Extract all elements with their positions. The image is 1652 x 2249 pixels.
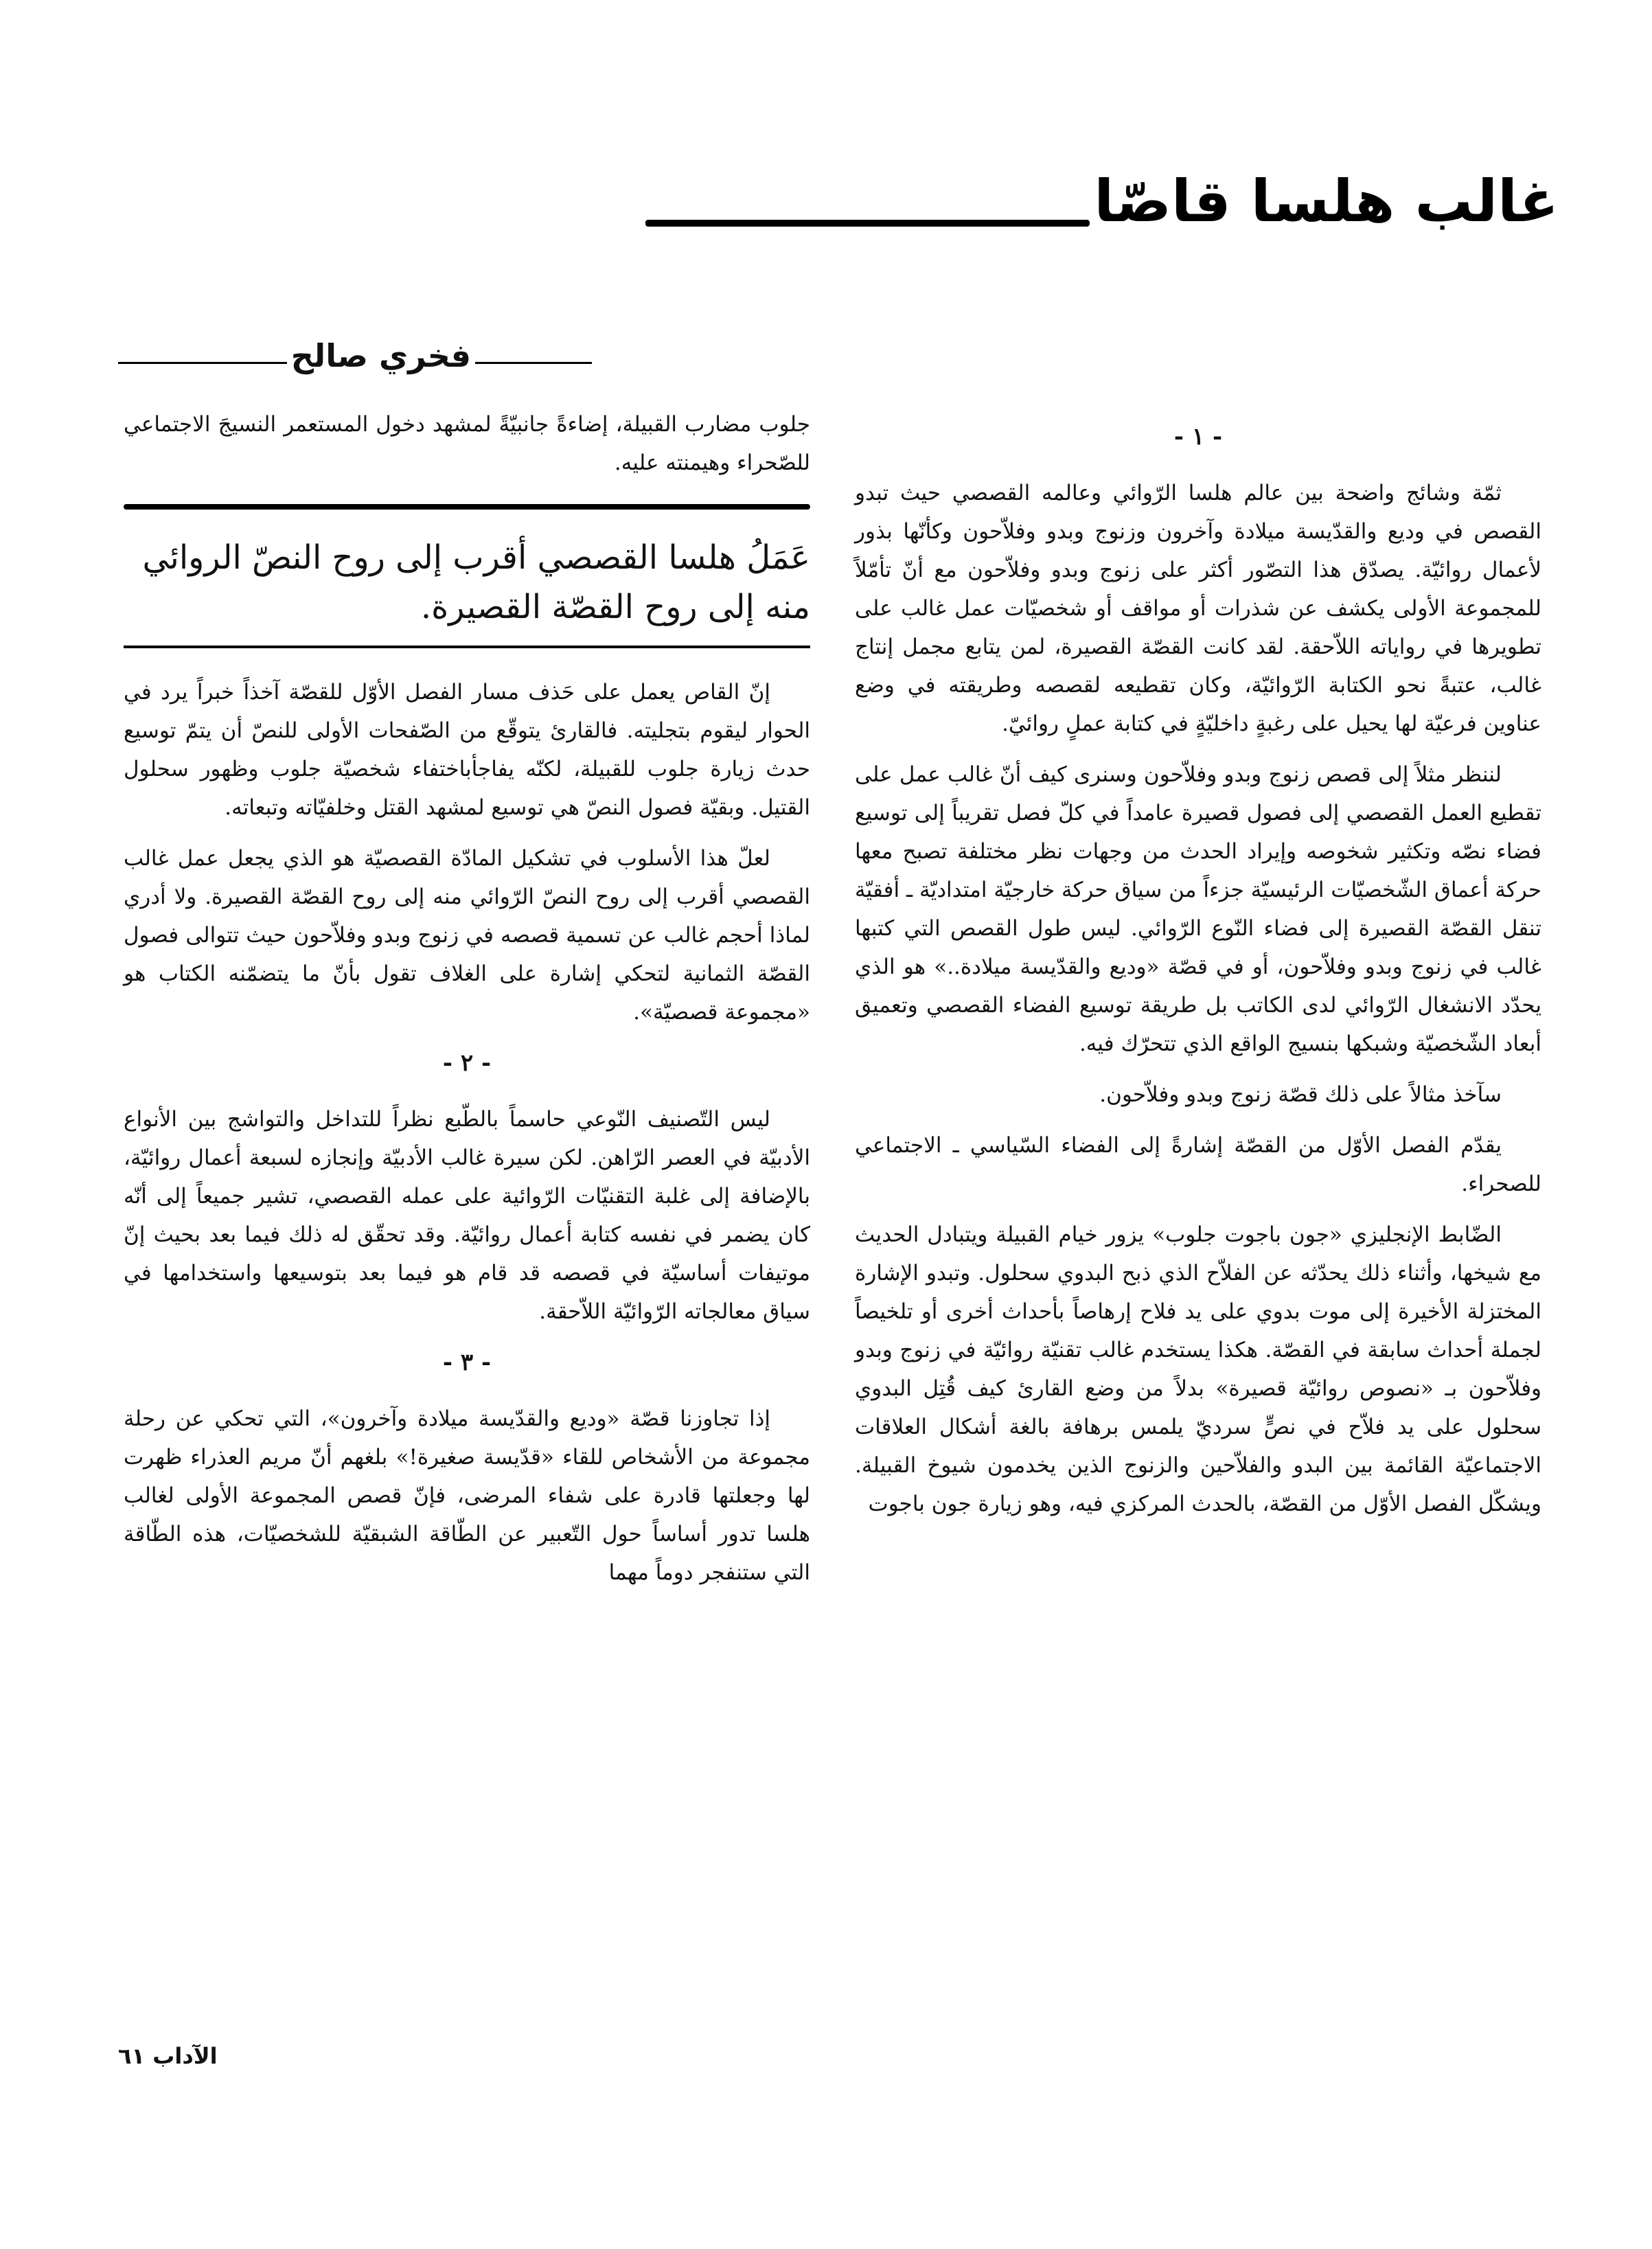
pull-quote-bottom-rule (124, 646, 810, 648)
author-bar (118, 335, 592, 376)
pull-quote-top-rule (124, 504, 810, 510)
author-name: فخري صالح (290, 337, 471, 374)
article-title-bar (645, 157, 1559, 235)
paragraph: لننظر مثلاً إلى قصص زنوج وبدو وفلاّحون وسنرى كيف أنّ غالب عمل على تقطيع العمل القصصي إلى فصول قصيرة عامداً في كلّ فصل تقريباً إلى توسيع فضاء نصّه وتكثير شخوصه وإيراد الحدث من وجهات نظر مختلفة تصبح معها حركة أعماق الشّخصيّات الرئيسيّة جزءاً من سياق حركة خارجيّة امتداديّة ـ أفقيّة تنقل القصّة القصيرة إلى فضاء النّوع الرّوائي. ليس طول القصص التي كتبها غالب في زنوج وبدو وفلاّحون، أو في قصّة «وديع والقدّيسة ميلادة..» هو الذي يحدّد الانشغال الرّوائي لدى الكاتب بل طريقة توسيع الفضاء القصصي وتعميق أبعاد الشّخصيّة وشبكها بنسيج الواقع الذي تتحرّك فيه. (855, 762, 1541, 1056)
pull-quote-block (124, 504, 810, 648)
right-column (855, 405, 1541, 1536)
paragraph: يقدّم الفصل الأوّل من القصّة إشارةً إلى الفضاء السّياسي ـ الاجتماعي للصحراء. (855, 1133, 1541, 1196)
left-column (124, 405, 810, 1604)
title-rule (645, 220, 1090, 227)
paragraph: الضّابط الإنجليزي «جون باجوت جلوب» يزور خيام القبيلة ويتبادل الحديث مع شيخها، وأثناء ذلك يحدّثه عن الفلاّح الذي ذبح البدوي سحلول. وتبدو الإشارة المختزلة الأخيرة إلى موت بدوي على يد فلاح إرهاصاً بأحداث أخرى أو تلخيصاً لجملة أحداث سابقة في القصّة. هكذا يستخدم غالب تقنيّة روائيّة في زنوج وبدو وفلاّحون بـ «نصوص روائيّة قصيرة» بدلاً من وضع القارئ كيف قُتِل البدوي سحلول على يد فلاّح في نصٍّ سرديّ يلمس برهافة بالغة أشكال العلاقات الاجتماعيّة القائمة بين البدو والفلاّحين والزنوج الذين يخدمون شيوخ القبيلة. ويشكّل الفصل الأوّل من القصّة، بالحدث المركزي فيه، وهو زيارة جون باجوت (855, 1222, 1541, 1516)
paragraph: سآخذ مثالاً على ذلك قصّة زنوج وبدو وفلاّحون. (1099, 1082, 1502, 1107)
paragraph: إنّ القاص يعمل على حَذف مسار الفصل الأوّل للقصّة آخذاً خبراً يرد في الحوار ليقوم بتجليته. فالقارئ يتوقّع من الصّفحات الأولى للنصّ أن يتمّ توسيع حدث زيارة جلوب للقبيلة، لكنّه يفاجأباختفاء شخصيّة جلوب وظهور سحلول القتيل. وبقيّة فصول النصّ هي توسيع لمشهد القتل وخلفيّاته وتبعاته. (124, 680, 810, 820)
continued-paragraph: جلوب مضارب القبيلة، إضاءةً جانبيّةً لمشهد دخول المستعمر النسيجَ الاجتماعي للصّحراء وهيمنته عليه. (124, 412, 810, 475)
page-footer: الآداب ٦١ (118, 2043, 218, 2069)
section-number-3: - ٣ - (442, 1349, 492, 1376)
section-number-2: - ٢ - (442, 1049, 492, 1077)
paragraph: لعلّ هذا الأسلوب في تشكيل المادّة القصصيّة هو الذي يجعل عمل غالب القصصي أقرب إلى روح النصّ الرّوائي منه إلى روح القصّة القصيرة. ولا أدري لماذا أحجم غالب عن تسمية قصصه في زنوج وبدو وفلاّحون حيث تتوالى فصول القصّة الثمانية لتحكي إشارة على الغلاف تقول بأنّ ما يتضمّنه الكتاب هو «مجموعة قصصيّة». (124, 846, 810, 1025)
section-number-1: - ١ - (1173, 423, 1223, 450)
author-rule-right (475, 362, 592, 364)
pull-quote: عَمَلُ هلسا القصصي أقرب إلى روح النصّ الروائي منه إلى روح القصّة القصيرة. (142, 538, 810, 626)
paragraph: إذا تجاوزنا قصّة «وديع والقدّيسة ميلادة وآخرون»، التي تحكي عن رحلة مجموعة من الأشخاص للقاء «قدّيسة صغيرة!» بلغهم أنّ مريم العذراء ظهرت لها وجعلتها قادرة على شفاء المرضى، فإنّ قصص المجموعة الأولى لغالب هلسا تدور أساساً حول التّعبير عن الطّاقة الشبقيّة للشخصيّات، هذه الطّاقة التي ستنفجر دوماً مهما (124, 1406, 810, 1585)
page-title: غالب هلسا قاصّا (1094, 168, 1559, 235)
paragraph: ليس التّصنيف النّوعي حاسماً بالطّبع نظراً للتداخل والتواشج بين الأنواع الأدبيّة في العصر الرّاهن. لكن سيرة غالب الأدبيّة وإنجازه لسبعة أعمال روائيّة، بالإضافة إلى غلبة التقنيّات الرّوائية على عمله القصصي، تشير جميعاً إلى أنّه كان يضمر في نفسه كتابة أعمال روائيّة. وقد تحقّق له ذلك فيما بعد بحيث إنّ موتيفات أساسيّة في قصصه قد قام هو فيما بعد بتوسيعها واستخدامها في سياق معالجاته الرّوائيّة اللاّحقة. (124, 1107, 810, 1324)
author-rule-left (118, 362, 287, 364)
paragraph: ثمّة وشائج واضحة بين عالم هلسا الرّوائي وعالمه القصصي حيث تبدو القصص في وديع والقدّيسة ميلادة وآخرون وزنوج وبدو وفلاّحون وكأنّها بذور لأعمال روائيّة. يصدّق هذا التصّور أكثر على زنوج وبدو وفلاّحون مع أنّ تأمّلاً للمجموعة الأولى يكشف عن شذرات أو مواقف أو شخصيّات عمل غالب على تطويرها في رواياته اللاّحقة. لقد كانت القصّة القصيرة، لمن يتابع مجمل إنتاج غالب، عتبةً نحو الكتابة الرّوائيّة، وكان تقطيعه لقصصه وطريقته في وضع عناوين فرعيّة لها يحيل على رغبةٍ داخليّةٍ في كتابة عملٍ روائيّ. (855, 481, 1541, 736)
